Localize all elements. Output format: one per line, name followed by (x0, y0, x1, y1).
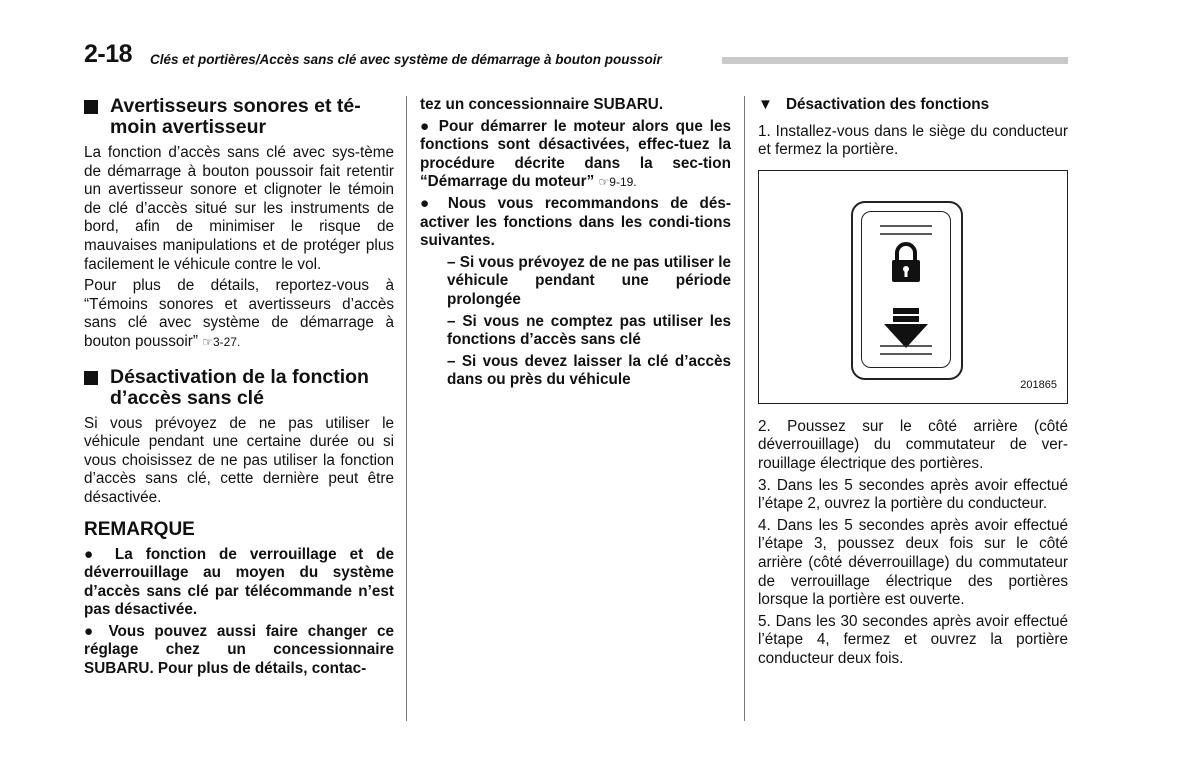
page-number: 2-18 (84, 40, 133, 68)
paragraph: Si vous prévoyez de ne pas utiliser le véhicule pendant une certaine durée ou si vous choisissez de ne pas utiliser la fonction d’accès sans clé, cette dernière peut être désactivée. (84, 414, 394, 506)
column-divider (744, 96, 745, 721)
header-rule (722, 57, 1068, 64)
paragraph (84, 277, 394, 351)
paragraph: La fonction d’accès sans clé avec sys-tème de démarrage à bouton poussoir fait retentir un avertisseur sonore et clignoter le témoin de clé d’accès situé sur les instruments de bord, afin de minimiser le risque de mauvaises manipulations et de protéger plus facilement le véhicule contre le vol. (84, 144, 394, 273)
note-bullet: ● Vous pouvez aussi faire changer ce réglage chez un concessionnaire SUBARU. Pour plus de détails, contac- (84, 622, 394, 678)
condition-item: – Si vous prévoyez de ne pas utiliser le véhicule pendant une période prolongée (447, 253, 731, 308)
padlock-icon (892, 244, 920, 282)
step: 4. Dans les 5 secondes après avoir effectué l’étape 3, poussez deux fois sur le côté arrière (côté déverrouillage) du commutateur de verrouillage électrique des portières lorsque la portière est ouverte. (758, 516, 1068, 609)
triangle-down-icon: ▼ (758, 96, 773, 113)
step: 3. Dans les 5 secondes après avoir effectué l’étape 2, ouvrez la portière du conducteur. (758, 476, 1068, 513)
running-header: Clés et portières/Accès sans clé avec système de démarrage à bouton poussoir (150, 52, 662, 67)
note-bullet (420, 118, 731, 192)
step: 2. Poussez sur le côté arrière (côté déverrouillage) du commutateur de ver-rouillage électrique des portières. (758, 417, 1068, 472)
section-heading (84, 96, 394, 138)
step: 5. Dans les 30 secondes après avoir effectué l’étape 4, fermez et ouvrez la portière conducteur deux fois. (758, 612, 1068, 667)
step: 1. Installez-vous dans le siège du conducteur et fermez la portière. (758, 122, 1068, 159)
square-bullet-icon (84, 100, 98, 114)
subsection-heading (758, 96, 1068, 115)
section-heading-text: Avertisseurs sonores et té-moin avertisseur (110, 95, 361, 138)
column-middle (420, 96, 731, 393)
door-lock-switch-illustration (862, 212, 950, 367)
column-left (84, 96, 394, 682)
section-heading-text: Désactivation de la fonction d’accès sans clé (110, 365, 369, 409)
column-right (758, 96, 1068, 672)
page-reference: ☞9-19. (598, 175, 637, 190)
note-continuation: tez un concessionnaire SUBARU. (420, 96, 664, 113)
paragraph-text: Pour plus de détails, reportez-vous à “Témoins sonores et avertisseurs d’accès sans clé avec système de démarrage à bouton poussoir” (84, 277, 394, 350)
column-divider (406, 96, 407, 721)
condition-item: – Si vous devez laisser la clé d’accès dans ou près du véhicule (447, 352, 731, 389)
figure-code: 201865 (1020, 379, 1057, 392)
lock-switch-figure (758, 170, 1068, 404)
note-bullet-text: ● Pour démarrer le moteur alors que les fonctions sont désactivées, effec-tuez la procédure décrite dans la sec-tion “Démarrage du moteur” (420, 117, 731, 191)
door-lock-switch (851, 201, 963, 380)
section-heading (84, 367, 394, 409)
note-bullet: ● Nous vous recommandons de dés-activer les fonctions dans les condi-tions suivantes. (420, 194, 731, 250)
note-heading: REMARQUE (84, 518, 195, 540)
condition-item: – Si vous ne comptez pas utiliser les fonctions d’accès sans clé (447, 312, 731, 349)
subsection-heading-text: Désactivation des fonctions (786, 96, 990, 113)
square-bullet-icon (84, 371, 98, 385)
page-reference: ☞3-27. (202, 334, 241, 349)
arrow-down-icon (884, 308, 928, 348)
note-bullet: ● La fonction de verrouillage et de déverrouillage au moyen du système d’accès sans clé par télécommande n’est pas désactivée. (84, 545, 394, 619)
